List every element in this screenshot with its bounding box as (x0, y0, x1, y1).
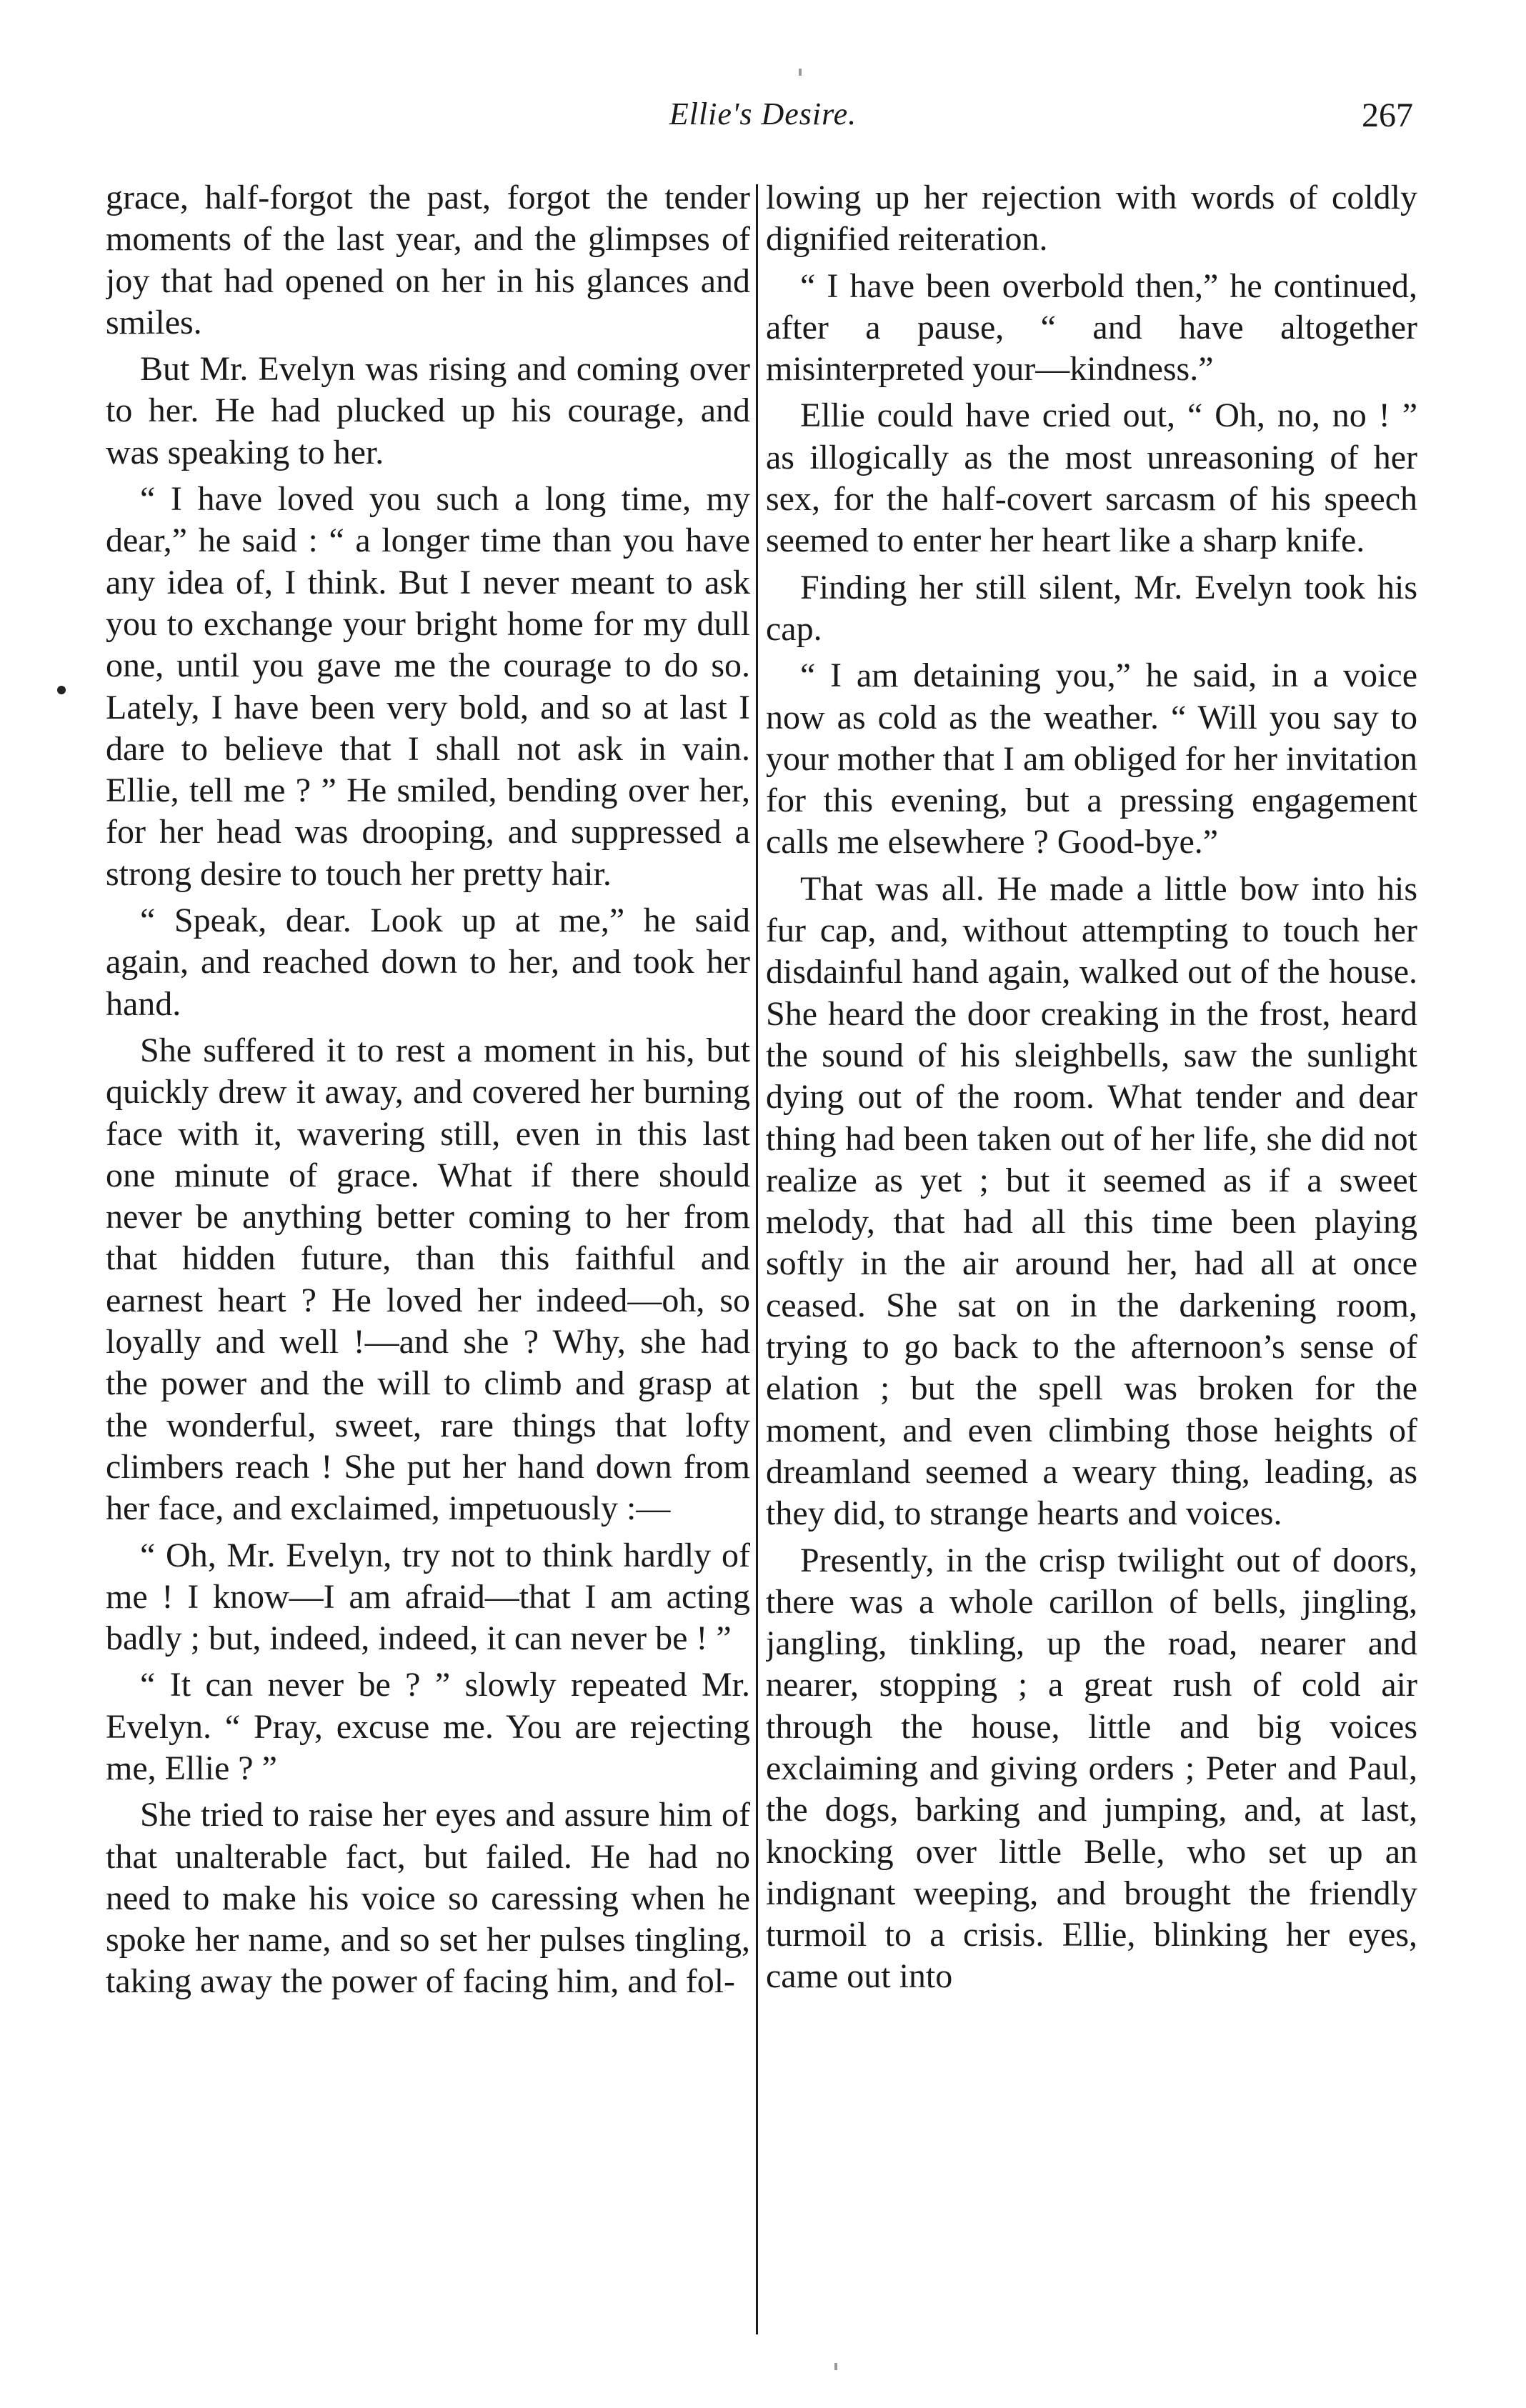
paragraph: Ellie could have cried out, “ Oh, no, no ! ” as illogically as the most unreasoning of her sex, for the half-covert sarcasm of his speech seemed to enter her heart like a sharp knife. (766, 396, 1417, 560)
paragraph: “ It can never be ? ” slowly repeated Mr. Evelyn. “ Pray, excuse me. You are rejecting me, Ellie ? ” (106, 1666, 750, 1787)
paragraph: That was all. He made a little bow into his fur cap, and, without attempting to touch her disdainful hand again, walked out of the house. She heard the door creaking in the frost, heard the sound of his sleighbells, saw the sunlight dying out of the room. What tender and dear thing had been taken out of her life, she did not realize as yet ; but it seemed as if a sweet melody, that had all this time been playing softly in the air around her, had all at once ceased. She sat on in the darkening room, trying to go back to the afternoon’s sense of elation ; but the spell was broken for the moment, and even climbing those heights of dreamland seemed a weary thing, leading, as they did, to strange hearts and voices. (766, 869, 1417, 1533)
paragraph: She tried to raise her eyes and assure him of that unalterable fact, but failed. He had no need to make his voice so caressing when he spoke her name, and so set her pulses tingling, taking away the power of facing him, and fol- (106, 1796, 750, 2001)
column-rule (756, 184, 758, 2334)
left-column (106, 177, 750, 2342)
bottom-speck (834, 2363, 837, 2370)
margin-mark (57, 686, 66, 694)
page-number: 267 (1362, 96, 1413, 134)
paragraph: “ I have loved you such a long time, my dear,” he said : “ a longer time than you have any idea of, I think. But I never meant to ask you to exchange your bright home for my dull one, until you gave me the courage to do so. Lately, I have been very bold, and so at last I dare to believe that I shall not ask in vain. Ellie, tell me ? ” He smiled, bending over her, for her head was drooping, and suppressed a strong desire to touch her pretty hair. (106, 480, 750, 893)
paragraph: lowing up her rejection with words of coldly dignified reiteration. (766, 179, 1417, 259)
right-column (766, 177, 1417, 2342)
paragraph: She suffered it to rest a moment in his, but quickly drew it away, and covered her burning face with it, wavering still, even in this last one minute of grace. What if there should never be anything better coming to her from that hidden future, than this faithful and earnest heart ? He loved her indeed—oh, so loyally and well !—and she ? Why, she had the power and the will to climb and grasp at the wonderful, sweet, rare things that lofty climbers reach ! She put her hand down from her face, and exclaimed, impetuously :— (106, 1031, 750, 1528)
paragraph: Finding her still silent, Mr. Evelyn took his cap. (766, 568, 1417, 648)
paragraph: “ Speak, dear. Look up at me,” he said again, and reached down to her, and took her hand. (106, 901, 750, 1023)
paragraph: grace, half-forgot the past, forgot the tender moments of the last year, and the glimpses of joy that had opened on her in his glances and smiles. (106, 179, 750, 341)
paragraph: Presently, in the crisp twilight out of doors, there was a whole carillon of bells, jingling, jangling, tinkling, up the road, nearer and nearer, stopping ; a great rush of cold air through the house, little and big voices exclaiming and giving orders ; Peter and Paul, the dogs, barking and jumping, and, at last, knocking over little Belle, who set up an indignant weeping, and brought the friendly turmoil to a crisis. Ellie, blinking her eyes, came out into (766, 1541, 1417, 1996)
paragraph: But Mr. Evelyn was rising and coming over to her. He had plucked up his courage, and was speaking to her. (106, 350, 750, 471)
running-title: Ellie's Desire. (669, 96, 857, 131)
top-speck (799, 69, 802, 76)
running-head (0, 86, 1526, 143)
paragraph: “ I have been overbold then,” he continued, after a pause, “ and have altogether misinterpreted your—kindness.” (766, 266, 1417, 389)
paragraph: “ Oh, Mr. Evelyn, try not to think hardly of me ! I know—I am afraid—that I am acting badly ; but, indeed, indeed, it can never be ! ” (106, 1536, 750, 1658)
paragraph: “ I am detaining you,” he said, in a voice now as cold as the weather. “ Will you say to your mother that I am obliged for her invitation for this evening, but a pressing engagement calls me elsewhere ? Good-bye.” (766, 656, 1417, 861)
